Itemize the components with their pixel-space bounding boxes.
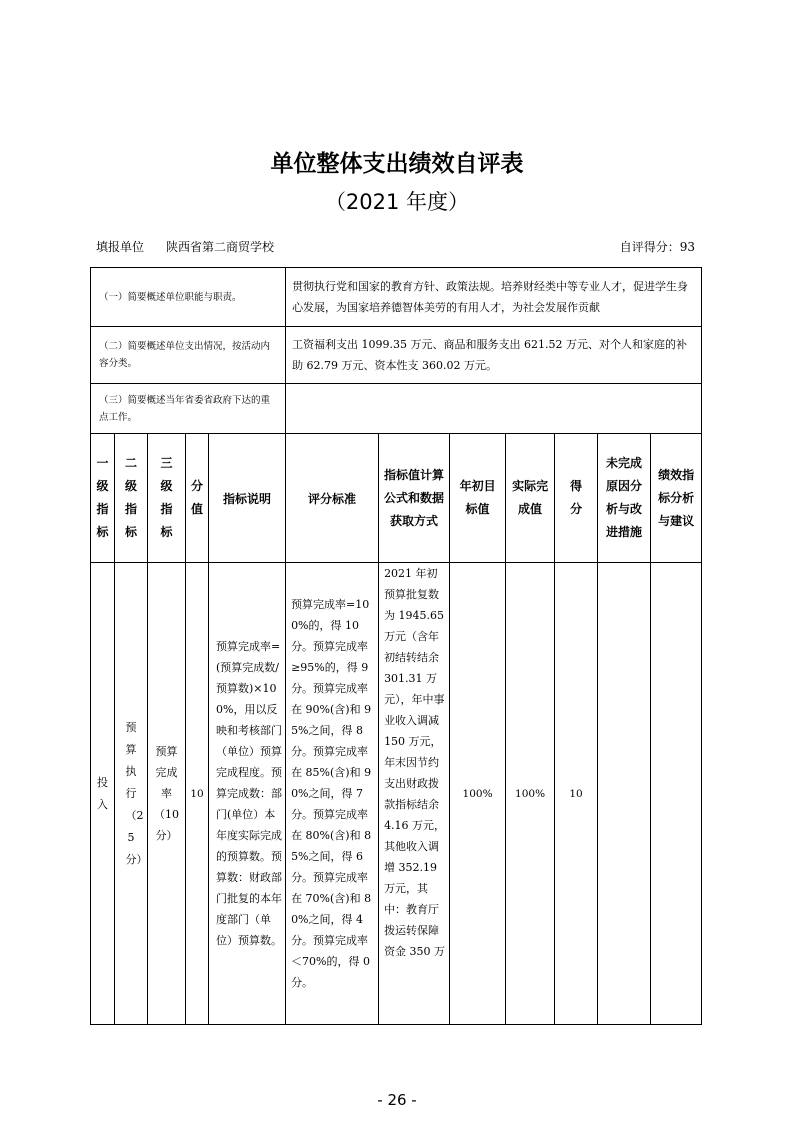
row-score: 10 [555, 563, 598, 1025]
desc-text-2: 工资福利支出 1099.35 万元、商品和服务支出 621.52 万元、对个人和家庭的补助 62.79 万元、资本性支 360.02 万元。 [286, 327, 702, 384]
header-analysis: 绩效指标分析与建议 [658, 467, 695, 528]
row-level3: 预算完成率（10分） [154, 745, 179, 842]
row-criteria: 预算完成率=100%的，得 10 分。预算完成率≥95%的，得 9 分。预算完成率在 90%(含)和 95%之间，得 8 分。预算完成率在 85%(含)和 90%之间，得 7 分。预算完成率在 80%(含)和 85%之间，得 6 分。预算完成率在 70%(含)和 80%之间，得 4 分。预算完成率＜70%的，得 0 分。 [291, 598, 372, 989]
header-criteria: 评分标准 [286, 434, 379, 563]
desc-label-3: （三）简要概述当年省委省政府下达的重点工作。 [91, 384, 286, 434]
desc-text-1: 贯彻执行党和国家的教育方针、政策法规。培养财经类中等专业人才，促进学生身心发展，为国家培养德智体美劳的有用人才，为社会发展作贡献 [286, 268, 702, 327]
table-row [91, 563, 702, 1025]
header-score-value: 分值 [191, 479, 204, 516]
header-level3: 三级指标 [160, 456, 173, 539]
evaluation-table [90, 267, 702, 1025]
row-indicator-desc: 预算完成率=(预算完成数/预算数)×100%，用以反映和考核部门（单位）预算完成程度。预算完成数：部门(单位）本年度实际完成的预算数。预算数：财政部门批复的本年度部门（单位）预算数。 [216, 640, 282, 947]
page-number: - 26 - [377, 1091, 417, 1109]
self-score: 自评得分：93 [619, 240, 695, 254]
row-level2: 预算执行（25分） [125, 720, 148, 866]
page-subtitle: （2021 年度） [324, 190, 470, 214]
desc-row-1 [91, 268, 702, 327]
desc-row-2 [91, 327, 702, 384]
row-target: 100% [450, 563, 506, 1025]
row-formula: 2021 年初预算批复数为 1945.65 万元（含年初结转结余 301.31 万元），年中事业收入调减 150 万元，年末因节约支出财政拨款指标结余 4.16 万元，其他收入调增 352.19 万元，其中：教育厅拨运转保障资金 350 万 [384, 567, 446, 958]
row-reason [598, 563, 651, 1025]
desc-text-3 [286, 384, 702, 434]
row-actual: 100% [506, 563, 555, 1025]
header-row [91, 434, 702, 563]
header-formula: 指标值计算公式和数据获取方式 [384, 467, 445, 528]
row-level1: 投入 [97, 775, 108, 811]
unit-name: 陕西省第二商贸学校 [166, 240, 275, 254]
unit-label: 填报单位 [96, 240, 145, 254]
header-target: 年初目标值 [459, 479, 496, 516]
header-indicator-desc: 指标说明 [209, 434, 286, 563]
desc-label-2: （二）简要概述单位支出情况，按活动内容分类。 [91, 327, 286, 384]
unit-info [96, 238, 274, 255]
header-score: 得分 [570, 479, 583, 516]
header-level2: 二级指标 [125, 456, 138, 539]
header-level1: 一级指标 [96, 456, 109, 539]
header-reason: 未完成原因分析与改进措施 [606, 456, 643, 539]
row-score-value: 10 [186, 563, 209, 1025]
page-title: 单位整体支出绩效自评表 [270, 151, 524, 177]
desc-label-1: （一）简要概述单位职能与职责。 [91, 268, 286, 327]
header-actual: 实际完成值 [512, 479, 549, 516]
row-analysis [651, 563, 702, 1025]
desc-row-3 [91, 384, 702, 434]
